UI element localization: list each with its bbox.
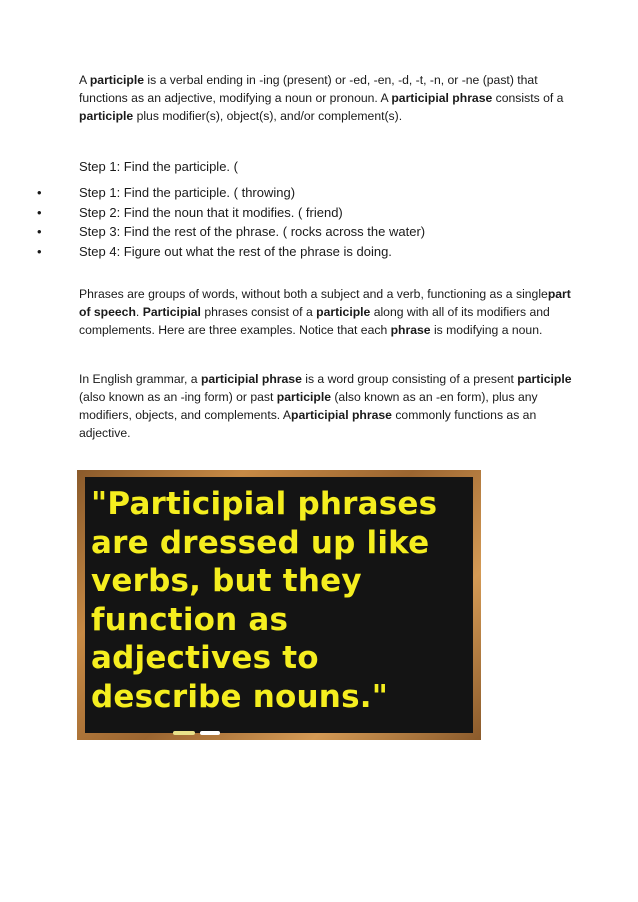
bold-term: participle [79, 109, 134, 123]
text-run: (also known as an -en form), plus any modifiers, objects, and complements. A [79, 390, 538, 422]
quote-line: verbs, but they [91, 563, 362, 599]
bold-term: participle [276, 390, 331, 404]
step-text: Step 1: Find the participle. ( throwing) [79, 185, 296, 200]
list-item [37, 242, 425, 262]
text-run: plus modifier(s), object(s), and/or complement(s). [133, 109, 403, 123]
bold-term: participle [517, 372, 572, 386]
step-text: Step 3: Find the rest of the phrase. ( rocks across the water) [79, 224, 426, 239]
list-item [37, 203, 425, 223]
participle-definition-paragraph [79, 71, 579, 125]
chalk-piece-icon [200, 731, 220, 735]
text-run: commonly functions as an adjective. [79, 408, 537, 440]
bold-term: phrase [390, 323, 431, 337]
text-run: Phrases are groups of words, without both a subject and a verb, functioning as a single [79, 287, 548, 301]
text-run: is a word group consisting of a present [301, 372, 518, 386]
text-run: is a verbal ending in -ing (present) or -ed, -en, -d, -t, -n, or -ne (past) that functions as an adjective, modifying a noun or pronoun. A [79, 73, 538, 105]
text-run: phrases consist of a [200, 305, 317, 319]
text-run: is modifying a noun. [430, 323, 543, 337]
bold-term: participle [89, 73, 145, 87]
bold-term: Participial [142, 305, 201, 319]
bold-term: participial phrase [200, 372, 302, 386]
bullet-icon: • [37, 243, 42, 259]
bullet-icon: • [37, 204, 42, 220]
step-text: Step 2: Find the noun that it modifies. ( friend) [79, 204, 343, 220]
bullet-icon: • [37, 224, 42, 239]
text-run: . [135, 305, 143, 319]
list-item [37, 183, 425, 203]
text-run: (also known as an -ing form) or past [79, 390, 277, 404]
quote-line: describe nouns." [91, 678, 389, 715]
bold-term: participle [316, 305, 371, 319]
bullet-icon: • [37, 185, 42, 200]
quote-line: "Participial phrases [91, 486, 438, 522]
quote-line: function as [91, 601, 289, 638]
step-text: Step 4: Figure out what the rest of the phrase is doing. [79, 243, 392, 259]
chalkboard-image [77, 470, 481, 740]
phrases-paragraph [79, 285, 579, 339]
chalkboard-quote [91, 485, 471, 716]
bold-term: participial phrase [391, 91, 493, 105]
quote-line: are dressed up like [91, 524, 430, 561]
chalk-piece-icon [173, 731, 195, 735]
grammar-paragraph [79, 370, 579, 442]
bold-term: participial phrase [291, 408, 392, 422]
bold-term: part of speech [79, 287, 571, 319]
text-run: A [79, 73, 90, 87]
text-run: along with all of its modifiers and complements. Here are three examples. Notice that each [79, 305, 550, 337]
quote-line: adjectives to [91, 640, 319, 676]
text-run: In English grammar, a [79, 372, 201, 386]
text-run: consists of a [492, 91, 564, 105]
step-heading: Step 1: Find the participle. ( [79, 159, 238, 174]
list-item [37, 222, 425, 242]
steps-list [37, 183, 425, 261]
chalkboard-surface [85, 477, 473, 733]
